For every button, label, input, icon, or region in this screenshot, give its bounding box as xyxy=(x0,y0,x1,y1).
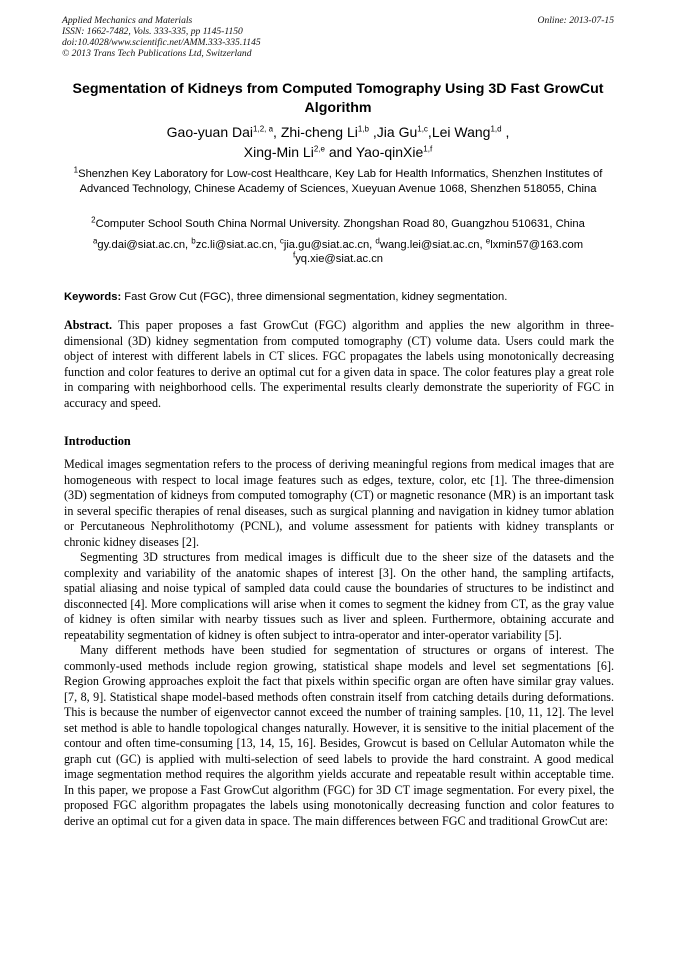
email-link[interactable]: lxmin57@163.com xyxy=(490,239,584,251)
affiliation-2: $^2$Computer School South China Normal University. Zhongshan Road 80, Guangzhou 510631, China xyxy=(91,215,585,230)
author-sup: 1,f xyxy=(423,144,433,154)
paragraph: Many different methods have been studied for segmentation of structures or organs of interest. The commonly-used methods include region growing, statistical shape models and level set segmentations [6]. Region Growing approaches exploit the fact that pixels within specific organ are often have similar gray values. [7, 8, 9]. Statistical shape model-based methods often constrain itself from catching details during deformations. This is because the number of eigenvector cannot exceed the number of training samples. [10, 11, 12]. The level set method is able to handle topological changes naturally. However, it is sensitive to the initial placement of the contour and often time-consuming [13, 14, 15, 16]. Besides, Growcut is based on Cellular Automaton while the graph cut (GC) is applied with multi-selection of seed labels to provide the hard constraint. A good medical image segmentation method requires the algorithm yields accurate and repeatable result within acceptable time. In this paper, we propose a Fast GrowCut algorithm (FGC) for 3D CT image segmentation. For every pixel, the proposed FGC algorithm propagates the labels using monotonically decreasing function and color features to derive an optimal cut for a given data in space. The main differences between FGC and traditional GrowCut are: xyxy=(64,643,614,828)
author-sup: 1,2, a xyxy=(253,124,274,134)
author-emails: $^a$gy.dai@siat.ac.cn, $^b$zc.li@siat.ac.cn, $^c$jia.gu@siat.ac.cn, $^d$wang.lei@siat.ac.cn, $^e$lxmin57@163.com $^f$yq.xie@siat.ac.cn xyxy=(92,236,584,265)
doi-line: doi:10.4028/www.scientific.net/AMM.333-335.1145 xyxy=(62,37,261,48)
paragraph: Medical images segmentation refers to the process of deriving meaningful regions from medical images that are homogeneous with respect to local image features such as edges, texture, color, etc [1]. The three-dimension (3D) segmentation of kidneys from computed tomography (CT) or magnetic resonance (MR) is an important task in several specific therapies of renal diseases, such as surgical planning and navigation in kidney tumor ablation or Percutaneous Nephrolithotomy (PCNL), and volume assessment for patients with kidney transplants or chronic kidney diseases [2]. xyxy=(64,457,614,549)
affiliation-1: $^1$Shenzhen Key Laboratory for Low-cost Healthcare, Key Lab for Health Informatics, Shenzhen Institutes of Advanced Technology, Chinese Academy of Sciences, Xueyuan Avenue 1068, Shenzhen 518055, China xyxy=(73,165,603,195)
keywords xyxy=(64,290,616,304)
keywords-text: Fast Grow Cut (FGC), three dimensional segmentation, kidney segmentation. xyxy=(121,291,508,303)
author-name: Jia Gu xyxy=(376,124,418,140)
author-name: Zhi-cheng Li xyxy=(280,124,358,140)
abstract xyxy=(64,318,614,411)
online-date: Online: 2013-07-15 xyxy=(537,15,614,26)
abstract-text: This paper proposes a fast GrowCut (FGC) algorithm and applies the new algorithm in three-dimensional (3D) kidney segmentation from computed tomography (CT) volume data. Users could mark the object of interest with different labels in CT slices. FGC propagates the labels using monotonically decreasing function and color features to derive an optimal cut for a given data in space. The color features play a great role in comparing with neighborhood cells. The experimental results clearly demonstrate the superiority of FGC in accuracy and speed. xyxy=(64,318,614,410)
author-name: Yao-qinXie xyxy=(355,144,424,160)
abstract-label: Abstract. xyxy=(64,318,113,332)
paragraph: Segmenting 3D structures from medical images is difficult due to the sheer size of the datasets and the complexity and variability of the anatomic shapes of interest [3]. On the other hand, the sampling artifacts, spatial aliasing and noise typical of sampled data could cause the boundaries of structures to be indistinct and disconnected [4]. More complications will arise when it comes to segment the kidney from CT, as the gray value of kidney is often similar with nearby tissues such as liver and spleen. Furthermore, obtaining accurate and repeatability segmentation of kidney is often subject to intra-operator and inter-operator variability [5]. xyxy=(64,550,614,642)
journal-header xyxy=(62,15,614,59)
author-sup: 2,e xyxy=(313,144,325,154)
introduction-body xyxy=(64,457,614,829)
email-link[interactable]: yq.xie@siat.ac.cn xyxy=(295,253,384,265)
author-name: Gao-yuan Dai xyxy=(166,124,254,140)
email-link[interactable]: gy.dai@siat.ac.cn, xyxy=(97,239,192,251)
copyright-line: © 2013 Trans Tech Publications Ltd, Switzerland xyxy=(62,48,252,59)
email-link[interactable]: jia.gu@siat.ac.cn, xyxy=(283,239,376,251)
keywords-label: Keywords: xyxy=(64,291,122,303)
author-sup: 1,b xyxy=(357,124,369,134)
email-link[interactable]: zc.li@siat.ac.cn, xyxy=(195,239,280,251)
author-name: Xing-Min Li xyxy=(243,144,314,160)
issn-line: ISSN: 1662-7482, Vols. 333-335, pp 1145-1150 xyxy=(62,26,243,37)
email-link[interactable]: wang.lei@siat.ac.cn, xyxy=(379,239,486,251)
author-list: Gao-yuan Dai$^{1,2, a}$, Zhi-cheng Li$^{1,b}$ ,Jia Gu$^{1,c}$,Lei Wang$^{1,d}$ , Xing-Min Li$^{2,e}$ and Yao-qinXie$^{1,f}$ xyxy=(166,124,510,160)
journal-name: Applied Mechanics and Materials xyxy=(62,15,193,26)
author-name: Lei Wang xyxy=(431,124,491,140)
author-sup: 1,d xyxy=(490,124,502,134)
section-heading-introduction: Introduction xyxy=(64,434,131,448)
paper-title: Segmentation of Kidneys from Computed Tomography Using 3D Fast GrowCut Algorithm xyxy=(72,81,604,116)
author-sup: 1,c xyxy=(417,124,428,134)
